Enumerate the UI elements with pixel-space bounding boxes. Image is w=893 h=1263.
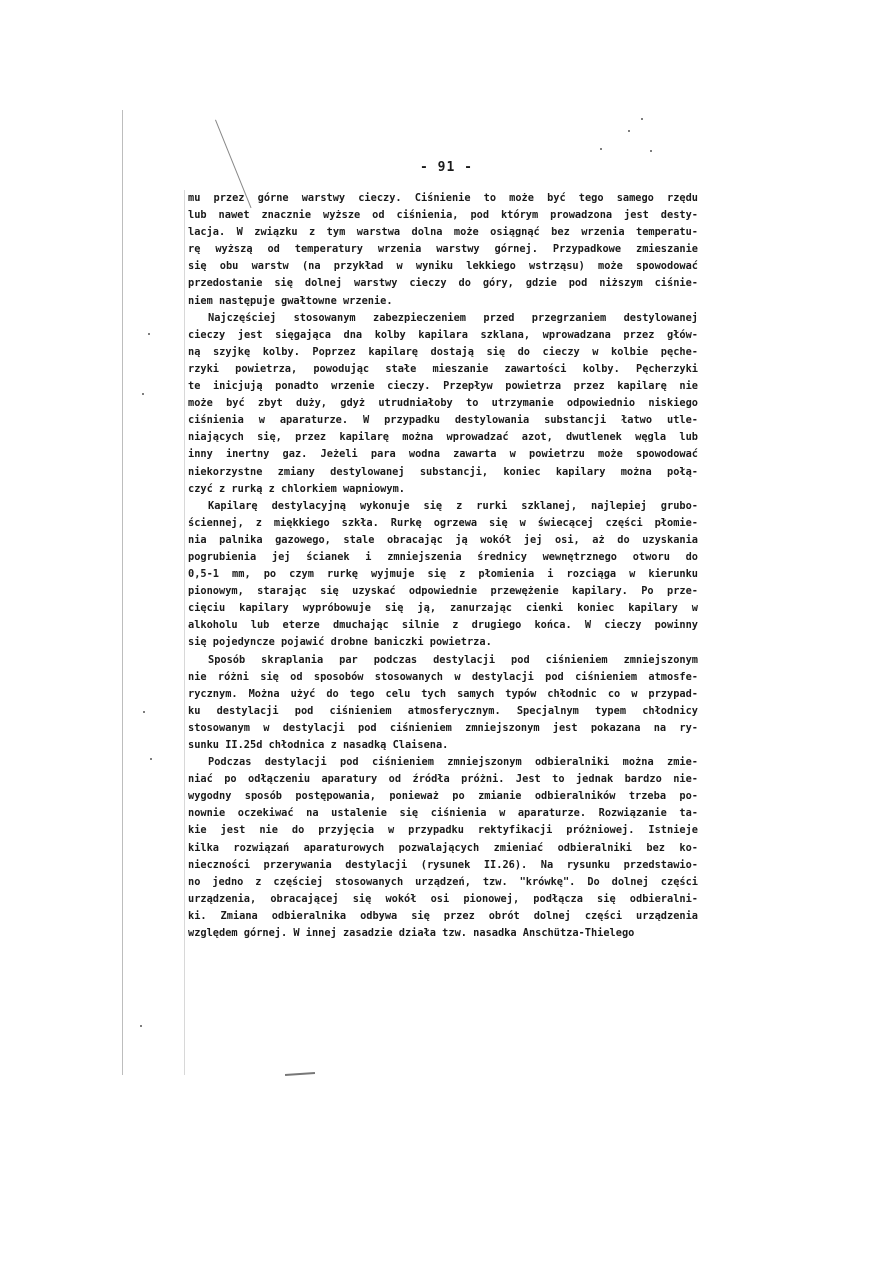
scan-speck (600, 148, 602, 150)
text-line: Podczas destylacji pod ciśnieniem zmniejszonym odbieralniki można zmie- (208, 756, 698, 769)
text-line: niem następuje gwałtowne wrzenie. (188, 294, 393, 307)
text-line: ciśnienia w aparaturze. W przypadku destylowania substancji łatwo utle- (188, 414, 698, 427)
scan-speck (641, 118, 643, 120)
paragraph (188, 652, 698, 755)
text-line: lub nawet znacznie wyższe od ciśnienia, pod którym prowadzona jest desty- (188, 209, 698, 222)
text-line: Sposób skraplania par podczas destylacji pod ciśnieniem zmniejszonym (208, 653, 698, 666)
text-line: ną szyjkę kolby. Poprzez kapilarę dostają się do cieczy w kolbie pęche- (188, 345, 698, 358)
text-line: wygodny sposób postępowania, ponieważ po zmianie odbieralników trzeba po- (188, 790, 698, 803)
text-line: te inicjują ponadto wrzenie cieczy. Przepływ powietrza przez kapilarę nie (188, 380, 698, 393)
text-line: Kapilarę destylacyjną wykonuje się z rurki szklanej, najlepiej grubo- (208, 499, 698, 512)
text-line: nieczności przerywania destylacji (rysunek II.26). Na rysunku przedstawio- (188, 858, 698, 871)
text-margin-line (184, 190, 185, 1075)
text-line: rycznym. Można użyć do tego celu tych samych typów chłodnic co w przypad- (188, 687, 698, 700)
paragraph (188, 190, 698, 310)
scan-speck (142, 393, 144, 395)
text-line: ki. Zmiana odbieralnika odbywa się przez obrót dolnej części urządzenia (188, 909, 698, 922)
text-line: cieczy jest sięgająca dna kolby kapilara szklana, wprowadzana przez głów- (188, 328, 698, 341)
text-line: no jedno z częściej stosowanych urządzeń, tzw. "krówkę". Do dolnej części (188, 875, 698, 888)
text-line: inny inertny gaz. Jeżeli para wodna zawarta w powietrzu może spowodować (188, 448, 698, 461)
text-line: ściennej, z miękkiego szkła. Rurkę ogrzewa się w świecącej części płomie- (188, 516, 698, 529)
text-line: pogrubienia jej ścianek i zmniejszenia średnicy wewnętrznego otworu do (188, 550, 698, 563)
text-line: może być zbyt duży, gdyż utrudniałoby to utrzymanie odpowiednio niskiego (188, 397, 698, 410)
page-number: - 91 - (420, 160, 473, 175)
text-line: nownie oczekiwać na ustalenie się ciśnienia w aparaturze. Rozwiązanie ta- (188, 807, 698, 820)
text-line: 0,5-1 mm, po czym rurkę wyjmuje się z płomienia i rozciąga w kierunku (188, 568, 698, 581)
text-line: ku destylacji pod ciśnieniem atmosferycznym. Specjalnym typem chłodnicy (188, 704, 698, 717)
scan-speck (150, 758, 152, 760)
text-line: rę wyższą od temperatury wrzenia warstwy górnej. Przypadkowe zmieszanie (188, 243, 698, 256)
text-line: urządzenia, obracającej się wokół osi pionowej, podłącza się odbieralni- (188, 892, 698, 905)
scan-speck (628, 130, 630, 132)
text-line: stosowanym w destylacji pod ciśnieniem zmniejszonym jest pokazana na ry- (188, 721, 698, 734)
paragraph (188, 754, 698, 942)
paragraph (188, 310, 698, 498)
text-line: cięciu kapilary wypróbowuje się ją, zanurzając cienki koniec kapilary w (188, 602, 698, 615)
body-text (188, 190, 698, 942)
text-line: kie jest nie do przyjęcia w przypadku rektyfikacji próżniowej. Istnieje (188, 824, 698, 837)
text-line: rzyki powietrza, powodując stałe mieszanie zawartości kolby. Pęcherzyki (188, 362, 698, 375)
text-line: się obu warstw (na przykład w wyniku lekkiego wstrząsu) może spowodować (188, 260, 698, 273)
text-line: mu przez górne warstwy cieczy. Ciśnienie to może być tego samego rzędu (188, 192, 698, 204)
scan-speck (650, 150, 652, 152)
text-line: pionowym, starając się uzyskać odpowiednie przewężenie kapilary. Po prze- (188, 585, 698, 598)
text-line: czyć z rurką z chlorkiem wapniowym. (188, 482, 405, 495)
text-line: się pojedyncze pojawić drobne baniczki powietrza. (188, 636, 492, 649)
text-line: względem górnej. W innej zasadzie działa tzw. nasadka Anschütza-Thielego (188, 927, 635, 940)
text-line: nia palnika gazowego, stale obracając ją wokół jej osi, aż do uzyskania (188, 533, 698, 546)
scan-mark (285, 1072, 315, 1076)
text-line: niających się, przez kapilarę można wprowadzać azot, dwutlenek węgla lub (188, 431, 698, 444)
scan-speck (143, 711, 145, 713)
text-line: Najczęściej stosowanym zabezpieczeniem przed przegrzaniem destylowanej (208, 311, 698, 324)
text-line: lacja. W związku z tym warstwa dolna może osiągnąć bez wrzenia temperatu- (188, 226, 698, 239)
text-line: alkoholu lub eterze dmuchając silnie z drugiego końca. W cieczy powinny (188, 619, 698, 632)
text-line: niekorzystne zmiany destylowanej substancji, koniec kapilary można połą- (188, 465, 698, 478)
text-line: kilka rozwiązań aparaturowych pozwalających zmieniać odbieralniki bez ko- (188, 841, 698, 854)
text-line: sunku II.25d chłodnica z nasadką Claisena. (188, 739, 449, 751)
scan-speck (140, 1025, 142, 1027)
paragraph (188, 498, 698, 652)
scan-speck (148, 333, 150, 335)
text-line: niać po odłączeniu aparatury od źródła próżni. Jest to jednak bardzo nie- (188, 773, 698, 786)
text-line: przedostanie się dolnej warstwy cieczy do góry, gdzie pod niższym ciśnie- (188, 277, 698, 290)
text-line: nie różni się od sposobów stosowanych w destylacji pod ciśnieniem atmosfe- (188, 670, 698, 683)
margin-line (122, 110, 123, 1075)
